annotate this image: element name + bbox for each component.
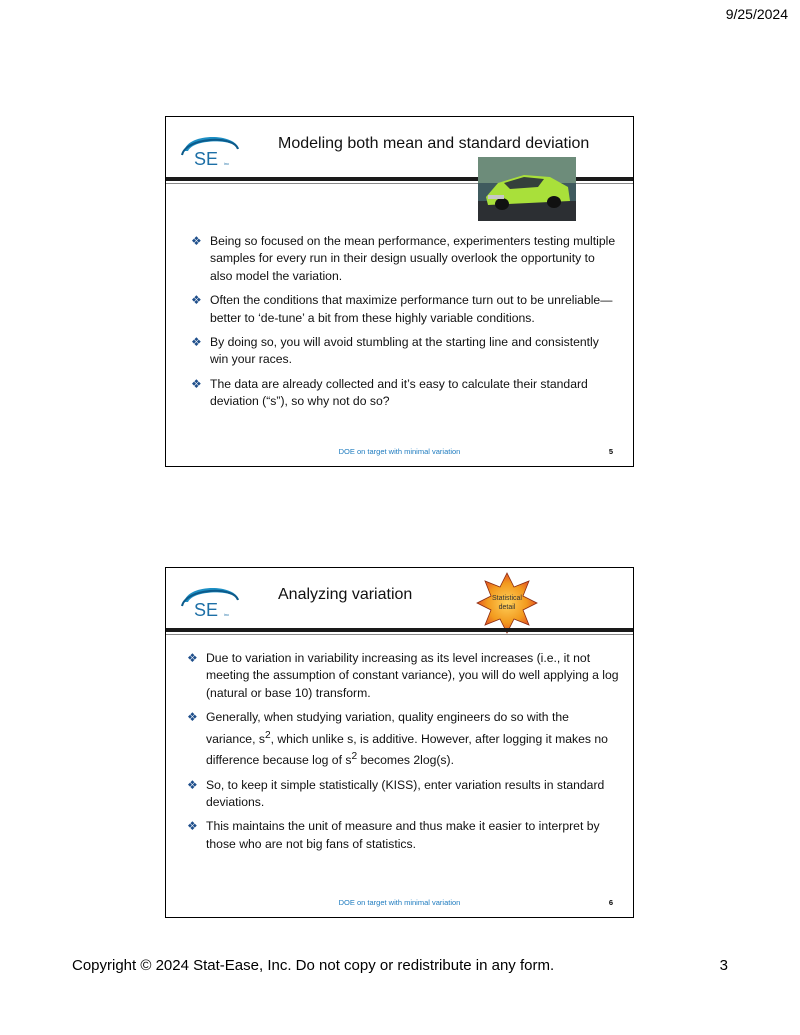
diamond-bullet-icon: ❖	[187, 777, 198, 792]
bullet-list	[190, 233, 619, 418]
list-item: ❖ Generally, when studying variation, quality engineers do so with the variance, $s^2$, which unlike s, is additive. However, after logging it makes no difference because log of $s^2$ becomes 2log(s).	[187, 710, 608, 768]
diamond-bullet-icon: ❖	[191, 234, 202, 248]
list-item: ❖ This maintains the unit of measure and thus make it easier to interpret by those who are not big fans of statistics.	[187, 819, 600, 851]
slide-number: 5	[608, 447, 613, 456]
list-item: ❖ By doing so, you will avoid stumbling at the starting line and consistently win your races.	[191, 335, 599, 367]
title-rule-thin	[166, 634, 633, 635]
list-item: ❖ The data are already collected and it’s easy to calculate their standard deviation (“s”), so why not do so?	[191, 376, 588, 409]
slide-number: 6	[608, 898, 613, 907]
list-item: ❖ So, to keep it simple statistically (KISS), enter variation results in standard deviations.	[187, 777, 605, 809]
page-date: 9/25/2024	[725, 6, 788, 22]
svg-text:SE: SE	[194, 149, 219, 169]
slide-6	[165, 567, 634, 918]
diamond-bullet-icon: ❖	[191, 376, 202, 391]
stat-ease-logo	[180, 129, 240, 169]
copyright-notice: Copyright © 2024 Stat-Ease, Inc. Do not copy or redistribute in any form.	[72, 957, 555, 974]
stat-ease-logo	[180, 580, 240, 620]
svg-text:inc: inc	[224, 612, 230, 617]
badge-text: Statistical detail	[492, 595, 522, 611]
car-photo	[478, 157, 576, 221]
slide-footer: DOE on target with minimal variation	[338, 898, 461, 907]
bullet-list	[186, 650, 619, 860]
diamond-bullet-icon: ❖	[191, 335, 202, 350]
slide-title: Modeling both mean and standard deviation	[278, 135, 590, 152]
slide-footer: DOE on target with minimal variation	[338, 447, 461, 456]
title-rule	[166, 628, 633, 632]
list-item: ❖ Often the conditions that maximize performance turn out to be unreliable—better to ‘de-tune’ a bit from these highly variable conditions.	[191, 293, 613, 325]
diamond-bullet-icon: ❖	[187, 710, 198, 725]
svg-text:SE: SE	[194, 600, 219, 620]
list-item: ❖ Due to variation in variability increasing as its level increases (i.e., it not meeting the assumption of constant variance), you will do well applying a log (natural or base 10) transform.	[187, 651, 619, 700]
slide-5	[165, 116, 634, 467]
diamond-bullet-icon: ❖	[191, 293, 202, 308]
diamond-bullet-icon: ❖	[187, 819, 198, 834]
diamond-bullet-icon: ❖	[187, 651, 198, 665]
svg-text:inc: inc	[224, 161, 230, 166]
list-item: ❖ Being so focused on the mean performance, experimenters testing multiple samples for every run in their design usually overlook the opportunity to also model the variation.	[191, 234, 616, 283]
slide-title: Analyzing variation	[278, 586, 413, 603]
page-number: 3	[719, 957, 728, 974]
